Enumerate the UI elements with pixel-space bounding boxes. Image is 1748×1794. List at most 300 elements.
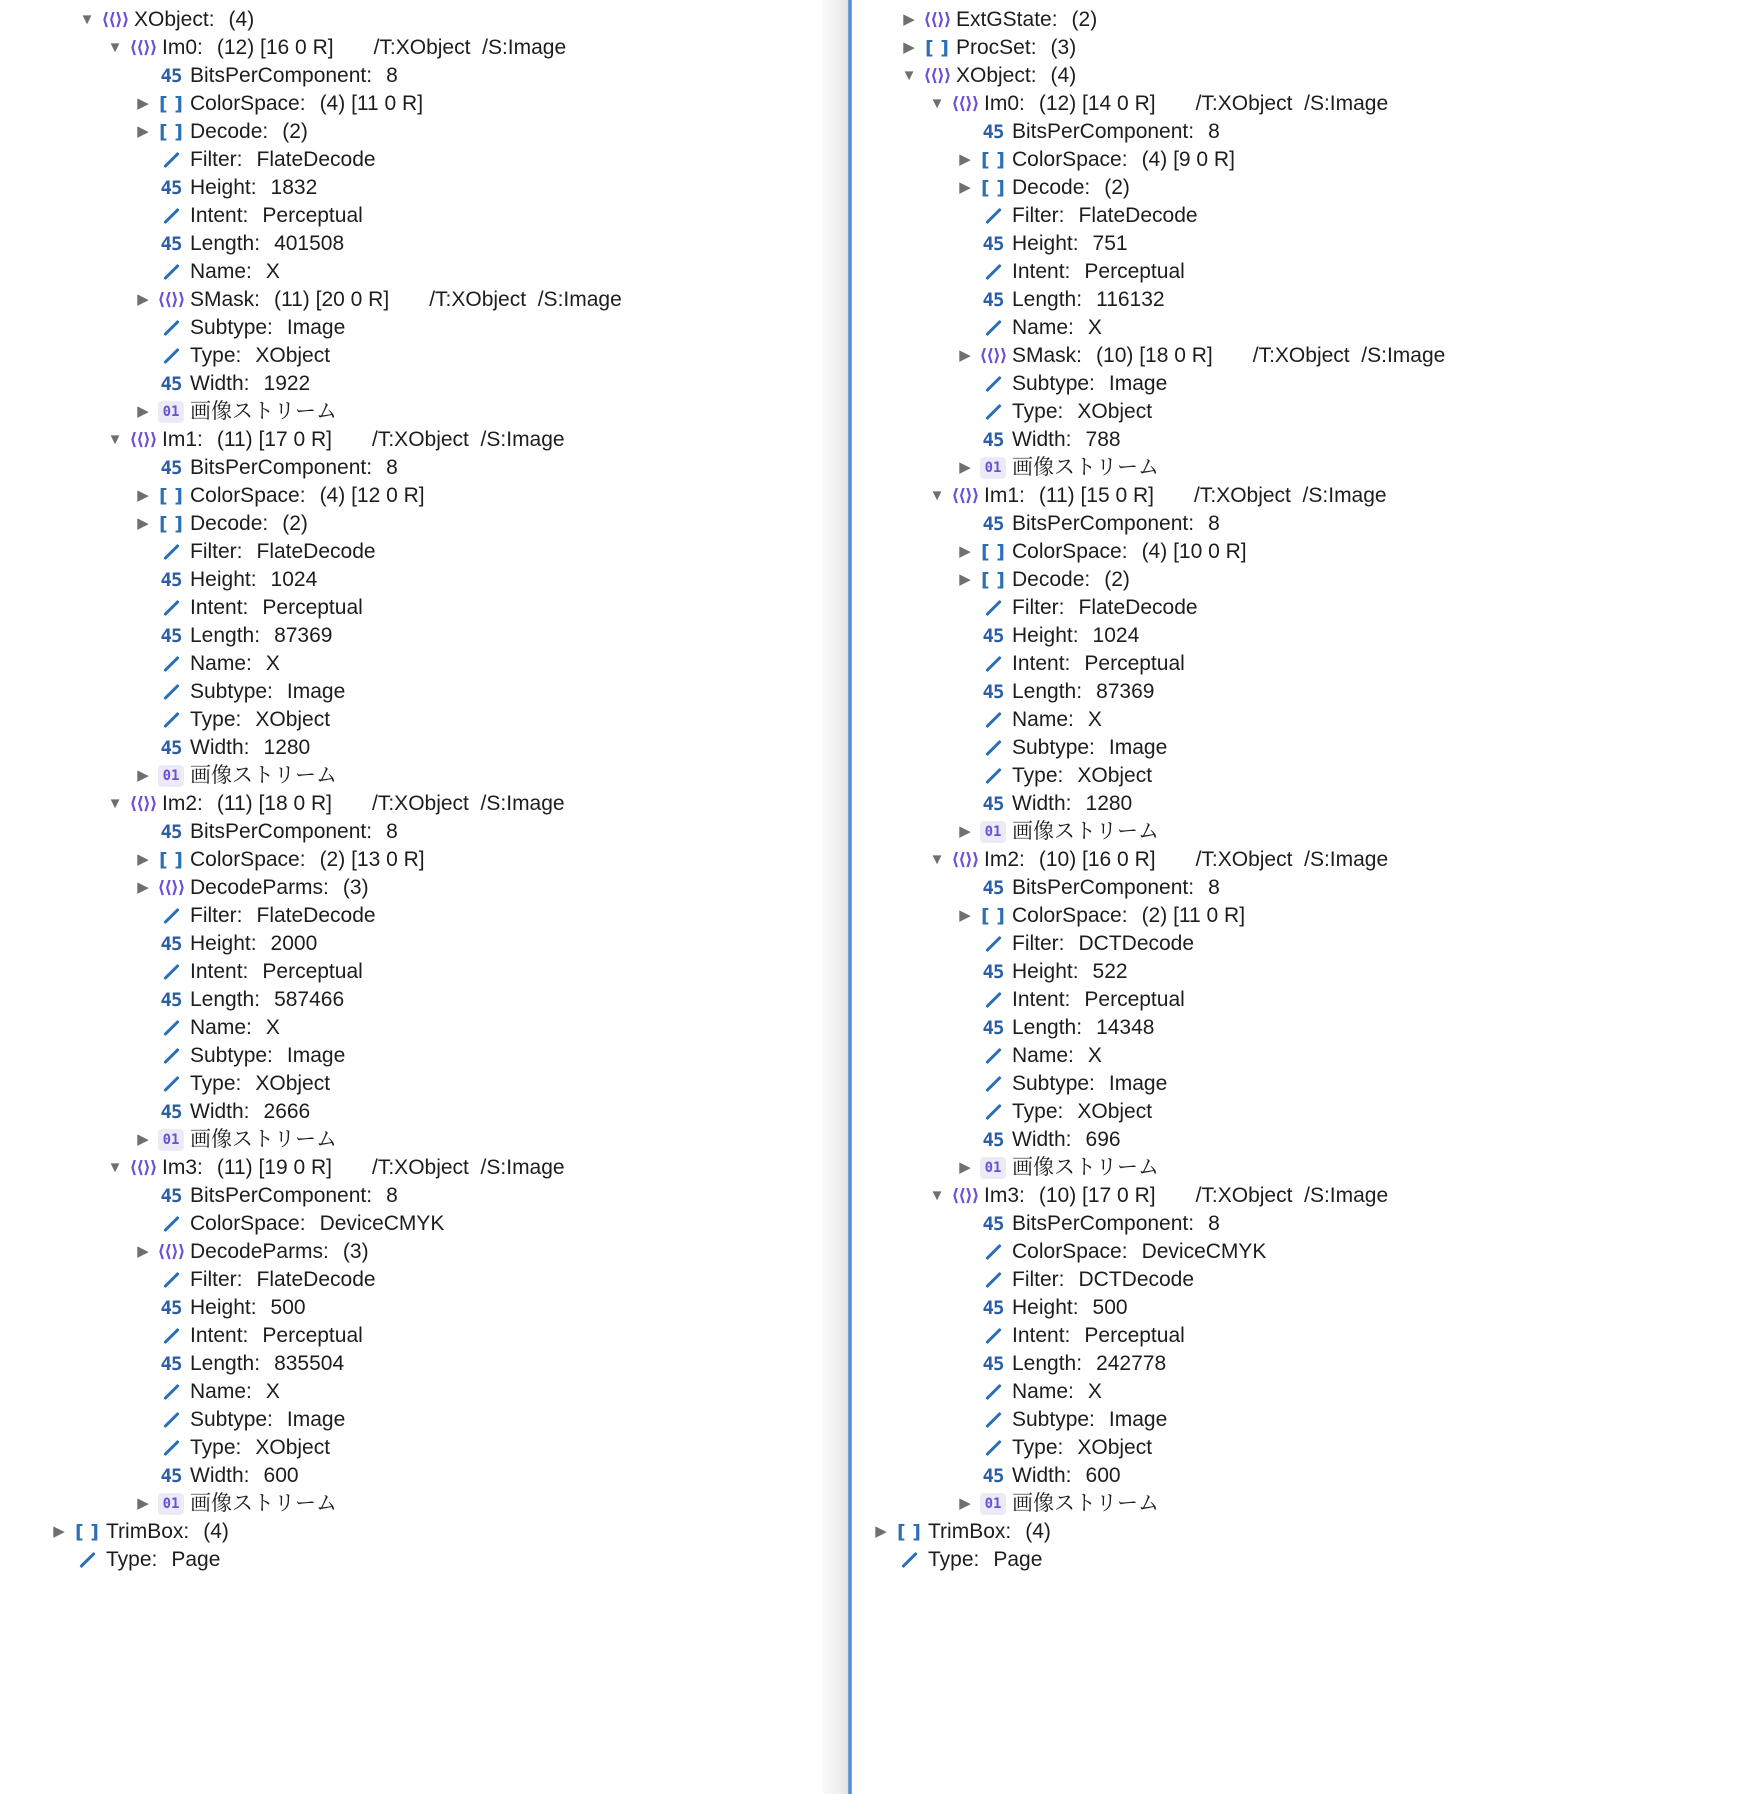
tree-row-value: 500 bbox=[270, 1296, 306, 1319]
tree-row-key: Filter: bbox=[1012, 204, 1065, 227]
disclosure-collapsed-icon[interactable]: ▶ bbox=[959, 459, 971, 476]
disclosure-spacer bbox=[870, 1544, 892, 1576]
tree-row-value: 600 bbox=[1085, 1464, 1121, 1487]
tree-row-key: Length: bbox=[190, 988, 261, 1011]
number-icon: 45 bbox=[982, 680, 1004, 703]
name-icon bbox=[158, 1435, 184, 1461]
disclosure-collapsed-icon[interactable]: ▶ bbox=[137, 123, 149, 140]
stream-icon: 01 bbox=[158, 1493, 184, 1515]
tree-row-value: Image bbox=[1108, 1072, 1168, 1095]
tree-row-key: Type: bbox=[106, 1548, 158, 1571]
disclosure-spacer bbox=[48, 1544, 70, 1576]
tree-row-key: Intent: bbox=[190, 596, 249, 619]
disclosure-collapsed-icon[interactable]: ▶ bbox=[137, 291, 149, 308]
tree-row-key: Width: bbox=[190, 1100, 250, 1123]
stream-icon: 01 bbox=[980, 821, 1006, 843]
tree-row-key: Intent: bbox=[1012, 260, 1071, 283]
array-icon: [ ] bbox=[159, 484, 183, 507]
name-icon bbox=[158, 903, 184, 929]
tree-row-key: 画像ストリーム bbox=[1012, 1156, 1159, 1179]
array-icon: [ ] bbox=[981, 148, 1005, 171]
disclosure-collapsed-icon[interactable]: ▶ bbox=[903, 39, 915, 56]
tree-row-value: X bbox=[265, 260, 280, 283]
tree-row-key: BitsPerComponent: bbox=[1012, 120, 1195, 143]
tree-row-value: 8 bbox=[1208, 1212, 1220, 1235]
tree-row-value: 2000 bbox=[270, 932, 318, 955]
tree-row-key: BitsPerComponent: bbox=[190, 64, 373, 87]
tree-row-value: XObject bbox=[255, 344, 331, 367]
name-icon bbox=[980, 259, 1006, 285]
disclosure-expanded-icon[interactable]: ▼ bbox=[79, 11, 95, 28]
tree-row-value: FlateDecode bbox=[256, 1268, 376, 1291]
tree-row-value: 751 bbox=[1092, 232, 1128, 255]
number-icon: 45 bbox=[160, 456, 182, 479]
tree-row-key: TrimBox: bbox=[928, 1520, 1012, 1543]
tree-row-key: Width: bbox=[1012, 1464, 1072, 1487]
tree-row-value: (2) bbox=[282, 120, 308, 143]
disclosure-collapsed-icon[interactable]: ▶ bbox=[959, 347, 971, 364]
tree-row-value: XObject bbox=[1077, 400, 1153, 423]
tree-row-key: Filter: bbox=[1012, 1268, 1065, 1291]
number-icon: 45 bbox=[982, 960, 1004, 983]
tree-row-value: 116132 bbox=[1096, 288, 1165, 311]
tree-row-value: 1280 bbox=[1085, 792, 1133, 815]
disclosure-collapsed-icon[interactable]: ▶ bbox=[903, 11, 915, 28]
number-icon: 45 bbox=[982, 792, 1004, 815]
tree-row-value: (4) [12 0 R] bbox=[319, 484, 425, 507]
tree-row-key: BitsPerComponent: bbox=[190, 456, 373, 479]
tree-row-type-info: /T:XObject /S:Image bbox=[1195, 1184, 1389, 1207]
tree-row-value: (3) bbox=[342, 1240, 369, 1263]
tree-row-value: 8 bbox=[1208, 120, 1220, 143]
tree-row-key: Intent: bbox=[190, 960, 249, 983]
tree-row-value: 788 bbox=[1085, 428, 1121, 451]
tree-row-value: (3) bbox=[1050, 36, 1077, 59]
name-icon bbox=[158, 1407, 184, 1433]
tree-row-value: X bbox=[265, 1380, 280, 1403]
tree-row-key: Width: bbox=[1012, 792, 1072, 815]
tree-row-key: BitsPerComponent: bbox=[190, 820, 373, 843]
name-icon bbox=[980, 1323, 1006, 1349]
number-icon: 45 bbox=[982, 428, 1004, 451]
tree-row-key: XObject: bbox=[956, 64, 1037, 87]
tree-row-key: Decode: bbox=[190, 120, 269, 143]
tree-row-key: Decode: bbox=[1012, 568, 1091, 591]
name-icon bbox=[980, 203, 1006, 229]
disclosure-collapsed-icon[interactable]: ▶ bbox=[959, 151, 971, 168]
disclosure-collapsed-icon[interactable]: ▶ bbox=[53, 1523, 65, 1540]
name-icon bbox=[980, 1407, 1006, 1433]
disclosure-collapsed-icon[interactable]: ▶ bbox=[137, 879, 149, 896]
tree-row-value: X bbox=[1087, 316, 1102, 339]
tree-row-key: 画像ストリーム bbox=[190, 1128, 337, 1151]
array-icon: [ ] bbox=[159, 92, 183, 115]
tree-row-value: XObject bbox=[255, 1072, 331, 1095]
tree-row-key: Im1: bbox=[162, 428, 203, 451]
array-icon: [ ] bbox=[981, 904, 1005, 927]
disclosure-expanded-icon[interactable]: ▼ bbox=[929, 487, 945, 504]
disclosure-collapsed-icon[interactable]: ▶ bbox=[137, 1131, 149, 1148]
tree-row-value: Perceptual bbox=[262, 204, 363, 227]
tree-row-value: 8 bbox=[1208, 512, 1220, 535]
tree-row-value: (11) [15 0 R] bbox=[1038, 484, 1155, 507]
tree-row-key: Height: bbox=[190, 1296, 257, 1319]
tree-row-value: Perceptual bbox=[1084, 988, 1185, 1011]
tree-row-value: (11) [17 0 R] bbox=[216, 428, 333, 451]
name-icon bbox=[980, 1071, 1006, 1097]
tree-row-value: (12) [16 0 R] bbox=[216, 36, 334, 59]
tree-row-type-info: /T:XObject /S:Image bbox=[429, 288, 622, 311]
tree-row-value: XObject bbox=[1077, 1100, 1153, 1123]
tree-row-key: 画像ストリーム bbox=[190, 1492, 337, 1515]
disclosure-expanded-icon[interactable]: ▼ bbox=[107, 1159, 123, 1176]
tree-row-key: Length: bbox=[1012, 680, 1083, 703]
dictionary-icon: ⟨⟨⟩⟩ bbox=[951, 93, 979, 114]
tree-row-value: (2) [13 0 R] bbox=[319, 848, 425, 871]
number-icon: 45 bbox=[160, 176, 182, 199]
number-icon: 45 bbox=[160, 820, 182, 843]
name-icon bbox=[980, 651, 1006, 677]
left-tree-pane[interactable] bbox=[0, 0, 822, 1794]
tree-row-key: Height: bbox=[1012, 624, 1079, 647]
tree-row-key: Height: bbox=[1012, 1296, 1079, 1319]
tree-row-value: 14348 bbox=[1096, 1016, 1155, 1039]
disclosure-collapsed-icon[interactable]: ▶ bbox=[137, 515, 149, 532]
tree-row-value: XObject bbox=[1077, 1436, 1153, 1459]
tree-row-key: ColorSpace: bbox=[1012, 540, 1128, 563]
tree-row-key: Im2: bbox=[984, 848, 1025, 871]
disclosure-collapsed-icon[interactable]: ▶ bbox=[137, 95, 149, 112]
tree-row-key: Subtype: bbox=[1012, 372, 1095, 395]
tree-row-key: ColorSpace: bbox=[190, 484, 306, 507]
tree-row-key: Length: bbox=[190, 1352, 261, 1375]
tree-row-key: Length: bbox=[1012, 1016, 1083, 1039]
tree-row-key: Width: bbox=[1012, 1128, 1072, 1151]
number-icon: 45 bbox=[160, 1296, 182, 1319]
number-icon: 45 bbox=[982, 232, 1004, 255]
dictionary-icon: ⟨⟨⟩⟩ bbox=[951, 1185, 979, 1206]
dictionary-icon: ⟨⟨⟩⟩ bbox=[129, 1157, 157, 1178]
tree-row-key: Intent: bbox=[1012, 1324, 1071, 1347]
number-icon: 45 bbox=[982, 876, 1004, 899]
tree-row-key: TrimBox: bbox=[106, 1520, 190, 1543]
name-icon bbox=[158, 679, 184, 705]
dictionary-icon: ⟨⟨⟩⟩ bbox=[157, 877, 185, 898]
dictionary-icon: ⟨⟨⟩⟩ bbox=[157, 289, 185, 310]
disclosure-collapsed-icon[interactable]: ▶ bbox=[137, 1495, 149, 1512]
number-icon: 45 bbox=[160, 1100, 182, 1123]
tree-row-value: X bbox=[1087, 1044, 1102, 1067]
array-icon: [ ] bbox=[981, 176, 1005, 199]
name-icon bbox=[980, 1239, 1006, 1265]
tree-row-value: (4) [9 0 R] bbox=[1141, 148, 1235, 171]
number-icon: 45 bbox=[982, 512, 1004, 535]
tree-row-value: (11) [18 0 R] bbox=[216, 792, 333, 815]
tree-row-key: Type: bbox=[928, 1548, 980, 1571]
tree-row-key: 画像ストリーム bbox=[1012, 820, 1159, 843]
disclosure-expanded-icon[interactable]: ▼ bbox=[107, 795, 123, 812]
name-icon bbox=[896, 1547, 922, 1573]
tree-row-key: Filter: bbox=[1012, 932, 1065, 955]
tree-row-value: Image bbox=[286, 316, 346, 339]
tree-row-value: Perceptual bbox=[262, 596, 363, 619]
tree-row-key: Filter: bbox=[190, 1268, 243, 1291]
tree-row-key: Intent: bbox=[1012, 988, 1071, 1011]
tree-row-key: ColorSpace: bbox=[190, 848, 306, 871]
tree-row-key: Width: bbox=[190, 372, 250, 395]
tree-row-key: Length: bbox=[190, 624, 261, 647]
tree-row-value: Image bbox=[286, 680, 346, 703]
tree-row-value: (4) bbox=[203, 1520, 229, 1543]
tree-row-key: Width: bbox=[1012, 428, 1072, 451]
name-icon bbox=[980, 315, 1006, 341]
disclosure-expanded-icon[interactable]: ▼ bbox=[929, 1187, 945, 1204]
name-icon bbox=[158, 147, 184, 173]
tree-row-value: 8 bbox=[386, 456, 398, 479]
tree-row-value: Perceptual bbox=[1084, 1324, 1185, 1347]
tree-row-type-info: /T:XObject /S:Image bbox=[1252, 344, 1446, 367]
tree-row-key: ColorSpace: bbox=[190, 1212, 306, 1235]
tree-row-key: DecodeParms: bbox=[190, 876, 329, 899]
name-icon bbox=[980, 987, 1006, 1013]
tree-row-key: BitsPerComponent: bbox=[1012, 512, 1195, 535]
tree-row-key: BitsPerComponent: bbox=[1012, 1212, 1195, 1235]
tree-row-type-info: /T:XObject /S:Image bbox=[372, 792, 565, 815]
dictionary-icon: ⟨⟨⟩⟩ bbox=[129, 37, 157, 58]
tree-row-type-info: /T:XObject /S:Image bbox=[1194, 484, 1387, 507]
tree-row-value: (2) bbox=[1104, 176, 1130, 199]
tree-row-value: FlateDecode bbox=[1078, 596, 1198, 619]
tree-row-key: Name: bbox=[1012, 1380, 1074, 1403]
tree-row-value: 1832 bbox=[270, 176, 318, 199]
tree-row-value: 87369 bbox=[1096, 680, 1155, 703]
name-icon bbox=[980, 931, 1006, 957]
tree-row-key: SMask: bbox=[190, 288, 261, 311]
tree-row-key: Length: bbox=[190, 232, 261, 255]
disclosure-expanded-icon[interactable]: ▼ bbox=[929, 851, 945, 868]
number-icon: 45 bbox=[160, 932, 182, 955]
tree-row-value: (3) bbox=[342, 876, 369, 899]
number-icon: 45 bbox=[160, 232, 182, 255]
tree-row-key: Im3: bbox=[162, 1156, 203, 1179]
tree-row-value: (2) bbox=[1071, 8, 1098, 31]
stream-icon: 01 bbox=[980, 457, 1006, 479]
tree-row-value: FlateDecode bbox=[256, 904, 376, 927]
tree-row-value: 8 bbox=[386, 820, 398, 843]
tree-row-value: Image bbox=[286, 1044, 346, 1067]
tree-row-key: Name: bbox=[190, 652, 252, 675]
disclosure-collapsed-icon[interactable]: ▶ bbox=[137, 767, 149, 784]
tree-row-value: 2666 bbox=[263, 1100, 311, 1123]
name-icon bbox=[158, 1071, 184, 1097]
dictionary-icon: ⟨⟨⟩⟩ bbox=[101, 9, 129, 30]
disclosure-collapsed-icon[interactable]: ▶ bbox=[959, 179, 971, 196]
tree-row-value: 87369 bbox=[274, 624, 333, 647]
disclosure-collapsed-icon[interactable]: ▶ bbox=[137, 851, 149, 868]
disclosure-collapsed-icon[interactable]: ▶ bbox=[959, 907, 971, 924]
tree-row-value: X bbox=[1087, 708, 1102, 731]
tree-row-value: Perceptual bbox=[1084, 260, 1185, 283]
name-icon bbox=[980, 763, 1006, 789]
tree-row-key: Name: bbox=[1012, 316, 1074, 339]
stream-icon: 01 bbox=[980, 1157, 1006, 1179]
number-icon: 45 bbox=[160, 736, 182, 759]
name-icon bbox=[158, 1267, 184, 1293]
name-icon bbox=[158, 315, 184, 341]
tree-row-value: DeviceCMYK bbox=[319, 1212, 445, 1235]
disclosure-collapsed-icon[interactable]: ▶ bbox=[959, 1159, 971, 1176]
number-icon: 45 bbox=[982, 1016, 1004, 1039]
tree-row-key: Subtype: bbox=[190, 1408, 273, 1431]
tree-row-key: Im2: bbox=[162, 792, 203, 815]
name-icon bbox=[158, 539, 184, 565]
tree-row[interactable] bbox=[870, 1544, 1042, 1576]
tree-row-key: Length: bbox=[1012, 288, 1083, 311]
name-icon bbox=[158, 1211, 184, 1237]
tree-row-key: Filter: bbox=[1012, 596, 1065, 619]
dictionary-icon: ⟨⟨⟩⟩ bbox=[979, 345, 1007, 366]
disclosure-collapsed-icon[interactable]: ▶ bbox=[137, 403, 149, 420]
tree-row-key: Filter: bbox=[190, 904, 243, 927]
tree-row-key: Width: bbox=[190, 1464, 250, 1487]
tree-row-key: Type: bbox=[190, 1072, 242, 1095]
name-icon bbox=[158, 343, 184, 369]
array-icon: [ ] bbox=[981, 568, 1005, 591]
number-icon: 45 bbox=[160, 372, 182, 395]
disclosure-expanded-icon[interactable]: ▼ bbox=[901, 67, 917, 84]
tree-row-key: XObject: bbox=[134, 8, 215, 31]
name-icon bbox=[158, 651, 184, 677]
tree-row-value: (11) [19 0 R] bbox=[216, 1156, 333, 1179]
name-icon bbox=[158, 1015, 184, 1041]
tree-row-key: 画像ストリーム bbox=[1012, 456, 1159, 479]
tree-row-value: 1922 bbox=[263, 372, 311, 395]
tree-row-value: (2) bbox=[282, 512, 308, 535]
dictionary-icon: ⟨⟨⟩⟩ bbox=[157, 1241, 185, 1262]
tree-row-value: (4) bbox=[1025, 1520, 1051, 1543]
name-icon bbox=[158, 203, 184, 229]
tree-row-value: 696 bbox=[1085, 1128, 1121, 1151]
pane-divider[interactable] bbox=[822, 0, 852, 1794]
tree-row-value: DCTDecode bbox=[1078, 932, 1195, 955]
tree-row-value: (2) [11 0 R] bbox=[1141, 904, 1246, 927]
tree-row-value: DeviceCMYK bbox=[1141, 1240, 1267, 1263]
name-icon bbox=[158, 707, 184, 733]
stream-icon: 01 bbox=[158, 1129, 184, 1151]
tree-row-value: 1024 bbox=[270, 568, 318, 591]
tree-row-value: X bbox=[265, 652, 280, 675]
tree-row-value: FlateDecode bbox=[256, 540, 376, 563]
tree-row-value: (10) [18 0 R] bbox=[1096, 344, 1213, 367]
tree-row-key: ColorSpace: bbox=[1012, 148, 1128, 171]
tree-row-value: 242778 bbox=[1096, 1352, 1167, 1375]
number-icon: 45 bbox=[982, 1128, 1004, 1151]
tree-row-key: Filter: bbox=[190, 540, 243, 563]
number-icon: 45 bbox=[982, 1352, 1004, 1375]
tree-row-key: ColorSpace: bbox=[1012, 1240, 1128, 1263]
disclosure-expanded-icon[interactable]: ▼ bbox=[929, 95, 945, 112]
tree-row-key: 画像ストリーム bbox=[1012, 1492, 1159, 1515]
tree-row-key: Intent: bbox=[190, 1324, 249, 1347]
tree-row-value: Perceptual bbox=[262, 1324, 363, 1347]
number-icon: 45 bbox=[160, 568, 182, 591]
tree-row-key: SMask: bbox=[1012, 344, 1083, 367]
disclosure-collapsed-icon[interactable]: ▶ bbox=[959, 1495, 971, 1512]
tree-row-key: Name: bbox=[190, 1380, 252, 1403]
tree-row-value: Image bbox=[1108, 1408, 1168, 1431]
disclosure-expanded-icon[interactable]: ▼ bbox=[107, 39, 123, 56]
tree-row-value: (4) [11 0 R] bbox=[319, 92, 424, 115]
tree-row-value: 522 bbox=[1092, 960, 1128, 983]
disclosure-collapsed-icon[interactable]: ▶ bbox=[959, 543, 971, 560]
number-icon: 45 bbox=[160, 988, 182, 1011]
tree-row-key: Im0: bbox=[984, 92, 1025, 115]
name-icon bbox=[980, 1043, 1006, 1069]
tree-row-value: (10) [17 0 R] bbox=[1038, 1184, 1156, 1207]
tree-row-key: Height: bbox=[1012, 960, 1079, 983]
tree-row-value: X bbox=[1087, 1380, 1102, 1403]
tree-row-value: DCTDecode bbox=[1078, 1268, 1195, 1291]
tree-row-key: Name: bbox=[190, 260, 252, 283]
number-icon: 45 bbox=[982, 1212, 1004, 1235]
tree-row-key: ColorSpace: bbox=[1012, 904, 1128, 927]
tree-row-value: (4) bbox=[228, 8, 255, 31]
stream-icon: 01 bbox=[158, 765, 184, 787]
disclosure-collapsed-icon[interactable]: ▶ bbox=[959, 571, 971, 588]
name-icon bbox=[980, 399, 1006, 425]
right-tree-pane[interactable] bbox=[852, 0, 1748, 1794]
number-icon: 45 bbox=[160, 1352, 182, 1375]
tree-row-value: Image bbox=[1108, 372, 1168, 395]
disclosure-collapsed-icon[interactable]: ▶ bbox=[959, 823, 971, 840]
tree-row-key: ProcSet: bbox=[956, 36, 1037, 59]
tree-row[interactable] bbox=[48, 1544, 220, 1576]
disclosure-expanded-icon[interactable]: ▼ bbox=[107, 431, 123, 448]
tree-row-key: Subtype: bbox=[190, 1044, 273, 1067]
number-icon: 45 bbox=[160, 1184, 182, 1207]
tree-row-key: Im1: bbox=[984, 484, 1025, 507]
tree-row-value: 600 bbox=[263, 1464, 299, 1487]
array-icon: [ ] bbox=[159, 512, 183, 535]
name-icon bbox=[980, 595, 1006, 621]
tree-row-value: Image bbox=[1108, 736, 1168, 759]
tree-row-key: Type: bbox=[1012, 1436, 1064, 1459]
tree-row-key: Type: bbox=[190, 708, 242, 731]
tree-row-type-info: /T:XObject /S:Image bbox=[372, 428, 565, 451]
disclosure-collapsed-icon[interactable]: ▶ bbox=[875, 1523, 887, 1540]
name-icon bbox=[980, 371, 1006, 397]
tree-row-key: Name: bbox=[190, 1016, 252, 1039]
tree-row-value: (4) [10 0 R] bbox=[1141, 540, 1247, 563]
number-icon: 45 bbox=[982, 288, 1004, 311]
tree-row-value: 8 bbox=[1208, 876, 1220, 899]
tree-row-type-info: /T:XObject /S:Image bbox=[1195, 92, 1389, 115]
tree-row-key: Subtype: bbox=[1012, 736, 1095, 759]
tree-row-value: 500 bbox=[1092, 1296, 1128, 1319]
tree-row-value: X bbox=[265, 1016, 280, 1039]
tree-row-value: (12) [14 0 R] bbox=[1038, 92, 1156, 115]
tree-row-key: Subtype: bbox=[190, 316, 273, 339]
disclosure-collapsed-icon[interactable]: ▶ bbox=[137, 1243, 149, 1260]
number-icon: 45 bbox=[160, 64, 182, 87]
tree-row-value: XObject bbox=[1077, 764, 1153, 787]
name-icon bbox=[980, 1435, 1006, 1461]
disclosure-collapsed-icon[interactable]: ▶ bbox=[137, 487, 149, 504]
tree-row-key: Intent: bbox=[190, 204, 249, 227]
tree-row-key: BitsPerComponent: bbox=[190, 1184, 373, 1207]
tree-row-key: ColorSpace: bbox=[190, 92, 306, 115]
stream-icon: 01 bbox=[158, 401, 184, 423]
